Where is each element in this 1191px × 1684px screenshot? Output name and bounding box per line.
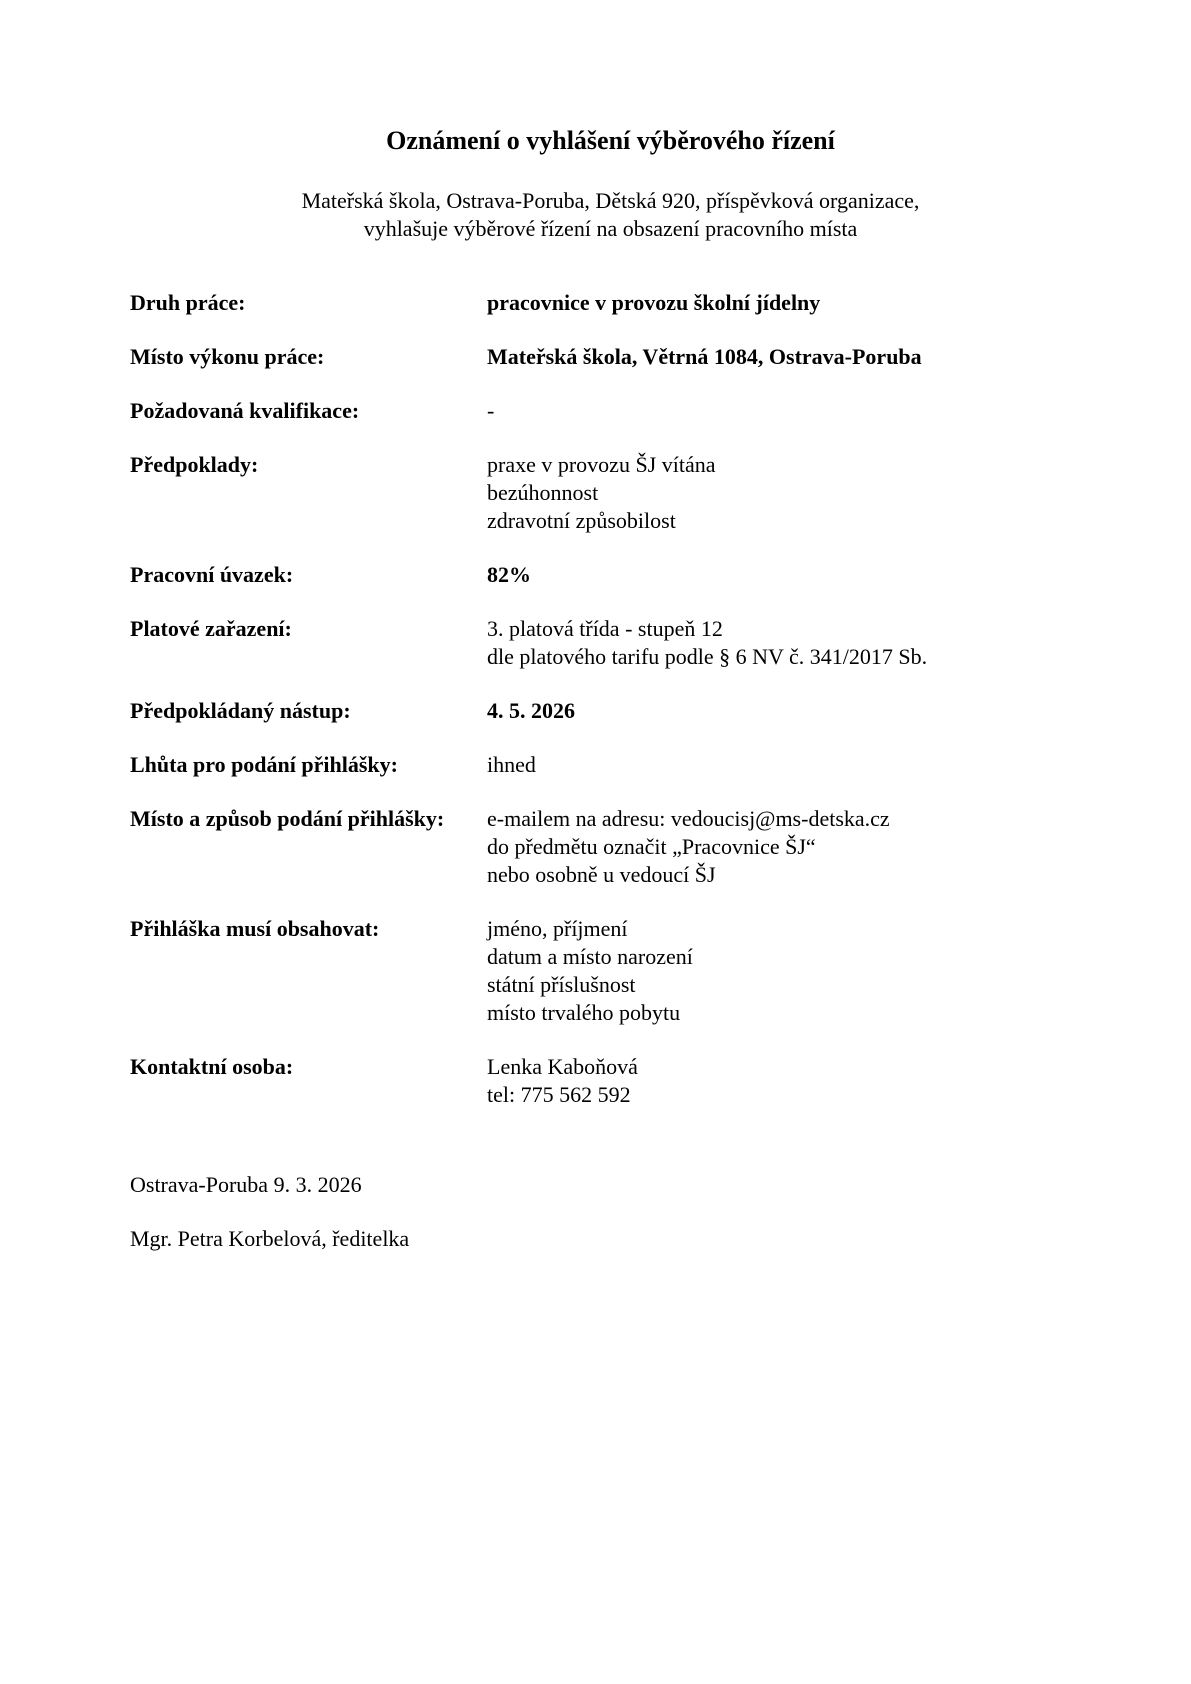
field-value-line: e-mailem na adresu: vedoucisj@ms-detska.cz <box>487 806 890 831</box>
field-row-prihlaska-obsah <box>130 915 1091 1027</box>
field-label: Pracovní úvazek: <box>130 562 294 587</box>
field-value-line: praxe v provozu ŠJ vítána <box>487 452 716 477</box>
place-date: Ostrava-Poruba 9. 3. 2026 <box>130 1172 362 1197</box>
field-value-line: jméno, příjmení <box>487 916 628 941</box>
field-value-line: 82% <box>487 562 531 587</box>
field-label: Kontaktní osoba: <box>130 1054 294 1079</box>
field-label: Požadovaná kvalifikace: <box>130 398 360 423</box>
field-value <box>487 397 494 425</box>
field-row-uvazek <box>130 561 1091 589</box>
field-row-lhuta <box>130 751 1091 779</box>
field-value <box>487 697 575 725</box>
field-value-line: do předmětu označit „Pracovnice ŠJ“ <box>487 834 816 859</box>
field-value-line: státní příslušnost <box>487 972 636 997</box>
field-row-predpoklady <box>130 451 1091 535</box>
field-label: Platové zařazení: <box>130 616 292 641</box>
field-value-line: Lenka Kaboňová <box>487 1054 638 1079</box>
field-value <box>487 343 922 371</box>
field-value-line: - <box>487 398 495 423</box>
field-value-line: 3. platová třída - stupeň 12 <box>487 616 723 641</box>
field-value-line: zdravotní způsobilost <box>487 508 676 533</box>
document-title: Oznámení o vyhlášení výběrového řízení <box>386 126 835 155</box>
field-row-misto-podani <box>130 805 1091 889</box>
field-value <box>487 561 531 589</box>
field-label: Předpoklady: <box>130 452 259 477</box>
field-row-druh-prace <box>130 289 1091 317</box>
field-value-line: Mateřská škola, Větrná 1084, Ostrava-Poruba <box>487 344 922 369</box>
field-value-line: datum a místo narození <box>487 944 693 969</box>
field-value <box>487 615 927 671</box>
document-subtitle <box>130 187 1091 243</box>
field-value <box>487 915 693 1027</box>
field-value-line: bezúhonnost <box>487 480 599 505</box>
field-value-line: dle platového tarifu podle § 6 NV č. 341/2017 Sb. <box>487 644 928 669</box>
field-value-line: ihned <box>487 752 536 777</box>
subtitle-line: vyhlašuje výběrové řízení na obsazení pracovního místa <box>363 216 858 241</box>
field-rows <box>130 289 1091 1109</box>
field-row-kontakt <box>130 1053 1091 1109</box>
field-label: Přihláška musí obsahovat: <box>130 916 380 941</box>
field-value <box>487 451 716 535</box>
field-value-line: nebo osobně u vedoucí ŠJ <box>487 862 716 887</box>
field-row-platove-zarazeni <box>130 615 1091 671</box>
field-value <box>487 289 820 317</box>
field-label: Lhůta pro podání přihlášky: <box>130 752 398 777</box>
field-row-misto-vykonu <box>130 343 1091 371</box>
field-label: Místo výkonu práce: <box>130 344 325 369</box>
document-footer <box>130 1171 1091 1253</box>
field-value-line: 4. 5. 2026 <box>487 698 575 723</box>
field-value-line: pracovnice v provozu školní jídelny <box>487 290 821 315</box>
subtitle-line: Mateřská škola, Ostrava-Poruba, Dětská 920, příspěvková organizace, <box>301 188 920 213</box>
field-label: Druh práce: <box>130 290 246 315</box>
field-row-nastup <box>130 697 1091 725</box>
field-value-line: místo trvalého pobytu <box>487 1000 681 1025</box>
field-label: Místo a způsob podání přihlášky: <box>130 806 445 831</box>
field-value-line: tel: 775 562 592 <box>487 1082 631 1107</box>
field-label: Předpokládaný nástup: <box>130 698 351 723</box>
field-value <box>487 751 536 779</box>
signature: Mgr. Petra Korbelová, ředitelka <box>130 1226 410 1251</box>
field-value <box>487 805 890 889</box>
field-value <box>487 1053 638 1109</box>
field-row-kvalifikace <box>130 397 1091 425</box>
